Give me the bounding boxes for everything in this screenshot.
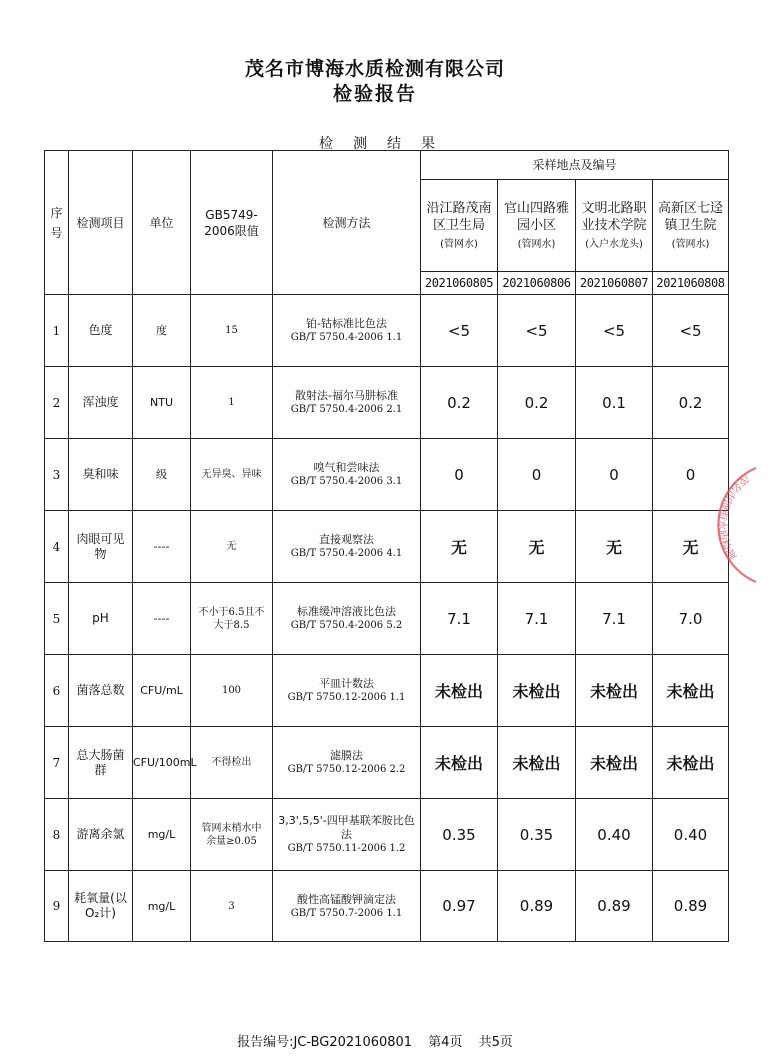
company-name: 茂名市博海水质检测有限公司 <box>244 58 505 80</box>
table-row <box>45 583 729 655</box>
sample-number: 2021060806 <box>498 272 576 295</box>
row-item: 游离余氯 <box>69 799 133 871</box>
method-name: 标准缓冲溶液比色法 <box>297 605 396 618</box>
row-seq: 9 <box>45 871 69 942</box>
result-value: <5 <box>498 295 576 367</box>
result-value: 7.1 <box>576 583 653 655</box>
row-limit: 不得检出 <box>191 727 273 799</box>
result-value: 未检出 <box>421 655 498 727</box>
method-code: GB/T 5750.12-2006 2.2 <box>287 764 406 775</box>
result-value: 未检出 <box>576 727 653 799</box>
site-water-type: (管网水) <box>671 239 710 250</box>
row-item: 臭和味 <box>69 439 133 511</box>
result-value: 0 <box>498 439 576 511</box>
sample-number: 2021060805 <box>421 272 498 295</box>
row-unit: CFU/100mL <box>133 727 191 799</box>
result-value: 未检出 <box>653 655 729 727</box>
row-item: 色度 <box>69 295 133 367</box>
result-value: 0.1 <box>576 367 653 439</box>
header-item: 检测项目 <box>69 151 133 295</box>
table-row <box>45 871 729 942</box>
result-value: <5 <box>576 295 653 367</box>
row-limit: 无异臭、异味 <box>191 439 273 511</box>
site-water-type: (入户水龙头) <box>585 239 643 250</box>
site-name: 高新区七迳镇卫生院 <box>658 201 724 233</box>
footer <box>0 1031 750 1050</box>
row-unit: mg/L <box>133 871 191 942</box>
site-water-type: (管网水) <box>517 239 556 250</box>
result-value: 未检出 <box>498 727 576 799</box>
page-number: 第4页 <box>428 1035 463 1050</box>
svg-text:茂名市博海水质检测: 茂名市博海水质检测 <box>715 470 752 563</box>
site-name: 官山四路雅园小区 <box>503 201 569 233</box>
method-code: GB/T 5750.4-2006 2.1 <box>290 404 403 415</box>
result-value: 0.89 <box>498 871 576 942</box>
result-value: 7.0 <box>653 583 729 655</box>
row-seq: 4 <box>45 511 69 583</box>
site-header-cell <box>576 180 653 272</box>
row-method <box>273 583 421 655</box>
result-value: 7.1 <box>421 583 498 655</box>
row-unit: 度 <box>133 295 191 367</box>
result-value: 未检出 <box>576 655 653 727</box>
result-value: 0.35 <box>498 799 576 871</box>
row-method <box>273 295 421 367</box>
row-item: 总大肠菌群 <box>69 727 133 799</box>
method-name: 嗅气和尝味法 <box>313 461 380 474</box>
table-row <box>45 511 729 583</box>
sample-number: 2021060808 <box>653 272 729 295</box>
row-method <box>273 727 421 799</box>
header-method: 检测方法 <box>273 151 421 295</box>
result-value: 0.35 <box>421 799 498 871</box>
result-value: 0.97 <box>421 871 498 942</box>
row-limit: 不小于6.5且不大于8.5 <box>191 583 273 655</box>
site-name: 沿江路茂南区卫生局 <box>426 201 492 233</box>
header-seq-label: 序号 <box>50 205 63 240</box>
report-number: 报告编号:JC-BG2021060801 <box>237 1035 413 1050</box>
table-row <box>45 367 729 439</box>
row-method <box>273 511 421 583</box>
row-unit: CFU/mL <box>133 655 191 727</box>
site-header-cell <box>498 180 576 272</box>
result-value: 0 <box>421 439 498 511</box>
row-limit: 无 <box>191 511 273 583</box>
result-value: 0 <box>653 439 729 511</box>
result-value: 未检出 <box>498 655 576 727</box>
method-name: 酸性高锰酸钾滴定法 <box>297 892 396 906</box>
method-code: GB/T 5750.4-2006 5.2 <box>290 620 403 631</box>
method-code: GB/T 5750.4-2006 4.1 <box>290 548 403 559</box>
row-seq: 8 <box>45 799 69 871</box>
row-limit: 管网末梢水中余量≥0.05 <box>191 799 273 871</box>
row-method <box>273 367 421 439</box>
method-name: 平皿计数法 <box>319 677 374 690</box>
result-value: 无 <box>653 511 729 583</box>
section-title: 检测结果 <box>319 136 455 152</box>
table-row <box>45 439 729 511</box>
row-item: 耗氧量(以O₂计) <box>69 871 133 942</box>
header-sampling-sites: 采样地点及编号 <box>421 151 729 180</box>
header-unit: 单位 <box>133 151 191 295</box>
row-method <box>273 871 421 942</box>
method-code: GB/T 5750.12-2006 1.1 <box>287 692 406 703</box>
result-value: 无 <box>498 511 576 583</box>
row-limit: 1 <box>191 367 273 439</box>
method-code: GB/T 5750.7-2006 1.1 <box>290 907 403 919</box>
site-header-cell <box>653 180 729 272</box>
results-table <box>44 150 729 942</box>
result-value: 0 <box>576 439 653 511</box>
result-value: 0.40 <box>576 799 653 871</box>
method-name: 铂-钴标准比色法 <box>306 317 387 330</box>
result-value: <5 <box>421 295 498 367</box>
page-total: 共5页 <box>478 1035 513 1050</box>
row-item: 浑浊度 <box>69 367 133 439</box>
row-seq: 6 <box>45 655 69 727</box>
result-value: 无 <box>421 511 498 583</box>
method-name: 直接观察法 <box>319 533 374 546</box>
report-title: 检验报告 <box>332 83 417 105</box>
row-limit: 15 <box>191 295 273 367</box>
row-unit: mg/L <box>133 799 191 871</box>
row-seq: 1 <box>45 295 69 367</box>
row-unit: NTU <box>133 367 191 439</box>
result-value: <5 <box>653 295 729 367</box>
row-seq: 7 <box>45 727 69 799</box>
header-limit: GB5749-2006限值 <box>191 151 273 295</box>
result-value: 0.89 <box>653 871 729 942</box>
row-limit: 3 <box>191 871 273 942</box>
table-row <box>45 655 729 727</box>
row-item: 肉眼可见物 <box>69 511 133 583</box>
site-name: 文明北路职业技术学院 <box>581 201 647 233</box>
row-unit: ---- <box>133 511 191 583</box>
row-item: pH <box>69 583 133 655</box>
result-value: 无 <box>576 511 653 583</box>
result-value: 0.40 <box>653 799 729 871</box>
row-method <box>273 439 421 511</box>
row-limit: 100 <box>191 655 273 727</box>
result-value: 0.89 <box>576 871 653 942</box>
table-row <box>45 799 729 871</box>
row-unit: ---- <box>133 583 191 655</box>
row-method <box>273 655 421 727</box>
site-header-cell <box>421 180 498 272</box>
method-name: 3,3',5,5'-四甲基联苯胺比色法 <box>278 814 415 841</box>
result-value: 未检出 <box>421 727 498 799</box>
result-value: 0.2 <box>498 367 576 439</box>
method-code: GB/T 5750.4-2006 3.1 <box>290 476 403 487</box>
table-row <box>45 727 729 799</box>
result-value: 0.2 <box>421 367 498 439</box>
site-water-type: (管网水) <box>440 239 478 250</box>
method-code: GB/T 5750.4-2006 1.1 <box>290 332 403 343</box>
sample-number: 2021060807 <box>576 272 653 295</box>
result-value: 0.2 <box>653 367 729 439</box>
row-seq: 5 <box>45 583 69 655</box>
row-unit: 级 <box>133 439 191 511</box>
method-code: GB/T 5750.11-2006 1.2 <box>287 843 406 854</box>
result-value: 未检出 <box>653 727 729 799</box>
row-method <box>273 799 421 871</box>
method-name: 散射法-福尔马肼标准 <box>295 389 398 402</box>
table-row <box>45 295 729 367</box>
result-value: 7.1 <box>498 583 576 655</box>
header-seq <box>45 151 69 295</box>
row-seq: 2 <box>45 367 69 439</box>
row-seq: 3 <box>45 439 69 511</box>
row-item: 菌落总数 <box>69 655 133 727</box>
method-name: 滤膜法 <box>330 749 363 762</box>
